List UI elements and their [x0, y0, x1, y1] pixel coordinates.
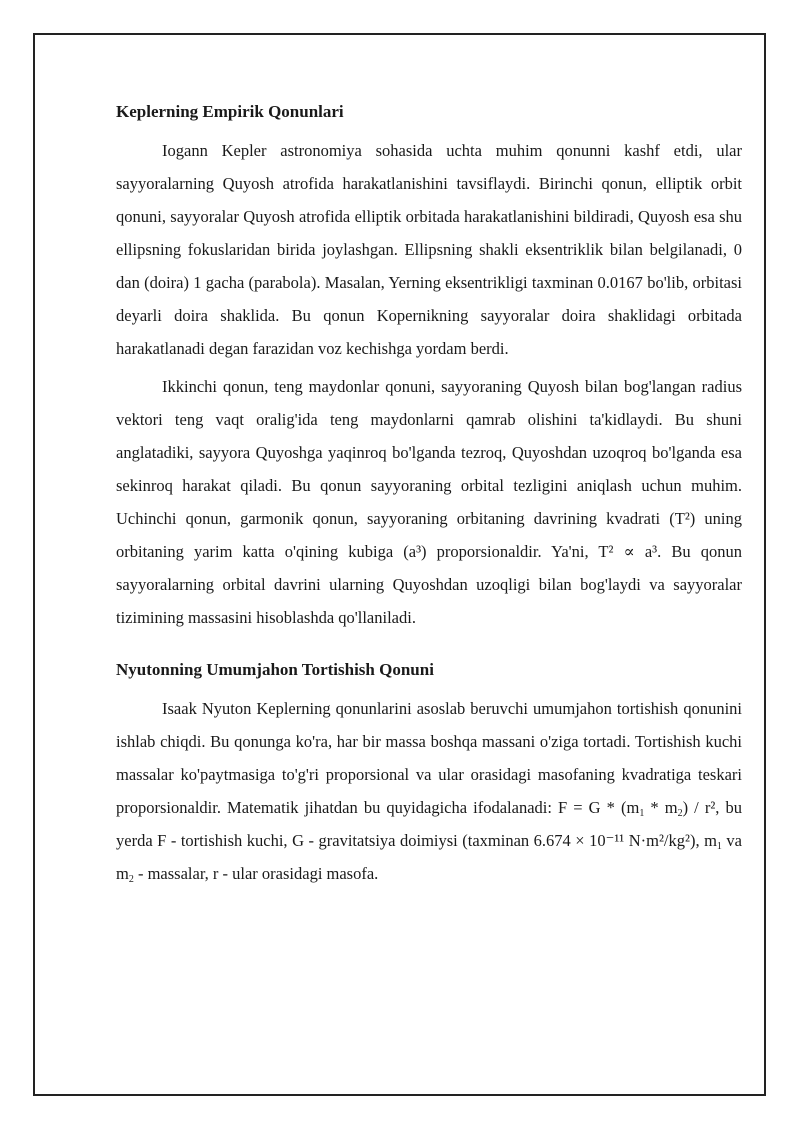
subscript: 2	[128, 874, 134, 885]
text-run: - massalar, r - ular orasidagi masofa.	[133, 864, 379, 883]
paragraph-kepler-second-third-law: Ikkinchi qonun, teng maydonlar qonuni, sayyoraning Quyosh bilan bog'langan radius vektori teng vaqt oralig'ida teng maydonlarni qamrab olishini ta'kidlaydi. Bu shuni anglatadiki, sayyora Quyoshga yaqinroq bo'lganda tezroq, Quyoshdan uzoqroq bo'lganda esa sekinroq harakat qiladi. Bu qonun sayyoraning orbital tezligini aniqlash uchun muhim. Uchinchi qonun, garmonik qonun, sayyoraning orbitaning davrining kvadrati (T²) uning orbitaning yarim katta o'qining kubiga (a³) proporsionaldir. Ya'ni, T² ∝ a³. Bu qonun sayyoralarning orbital davrini ularning Quyoshdan uzoqligi bilan bog'laydi va sayyoralar tizimining massasini hisoblashda qo'llaniladi.	[116, 377, 742, 627]
text-run: ) / r², bu yerda F - tortishish kuchi, G - gravitatsiya doimiysi (taxminan 6.674 × 10⁻¹¹ N·m²/kg²), m	[116, 798, 742, 850]
text-run: Isaak Nyuton Keplerning qonunlarini asoslab beruvchi umumjahon tortishish qonunini ishlab chiqdi. Bu qonunga ko'ra, har bir massa boshqa massani o'ziga tortadi. Tortishish kuchi massalar ko'paytmasiga to'g'ri proporsional va ular orasidagi masofaning kvadratiga teskari proporsionaldir. Matematik jihatdan bu quyidagicha ifodalanadi: F = G * (m	[116, 699, 742, 817]
text-run: va m	[116, 831, 743, 883]
section-heading-kepler: Keplerning Empirik Qonunlari	[116, 102, 344, 121]
document-body	[116, 98, 742, 895]
subscript: 2	[677, 808, 683, 819]
subscript: 1	[716, 841, 722, 852]
subscript: 1	[639, 808, 645, 819]
section-heading-newton: Nyutonning Umumjahon Tortishish Qonuni	[116, 660, 434, 679]
paragraph-newton-gravitation	[116, 692, 742, 890]
paragraph-kepler-first-law: Iogann Kepler astronomiya sohasida uchta muhim qonunni kashf etdi, ular sayyoralarning Quyosh atrofida harakatlanishini tavsiflaydi. Birinchi qonun, elliptik orbit qonuni, sayyoralar Quyosh atrofida elliptik orbitada harakatlanishini bildiradi, Quyosh esa shu ellipsning fokuslaridan birida joylashgan. Ellipsning shakli eksentriklik bilan belgilanadi, 0 dan (doira) 1 gacha (parabola). Masalan, Yerning eksentrikligi taxminan 0.0167 bo'lib, orbitasi deyarli doira shaklida. Bu qonun Kopernikning sayyoralar doira shaklidagi orbitada harakatlanadi degan farazidan voz kechishga yordam berdi.	[116, 141, 742, 358]
text-run: * m	[644, 798, 678, 817]
